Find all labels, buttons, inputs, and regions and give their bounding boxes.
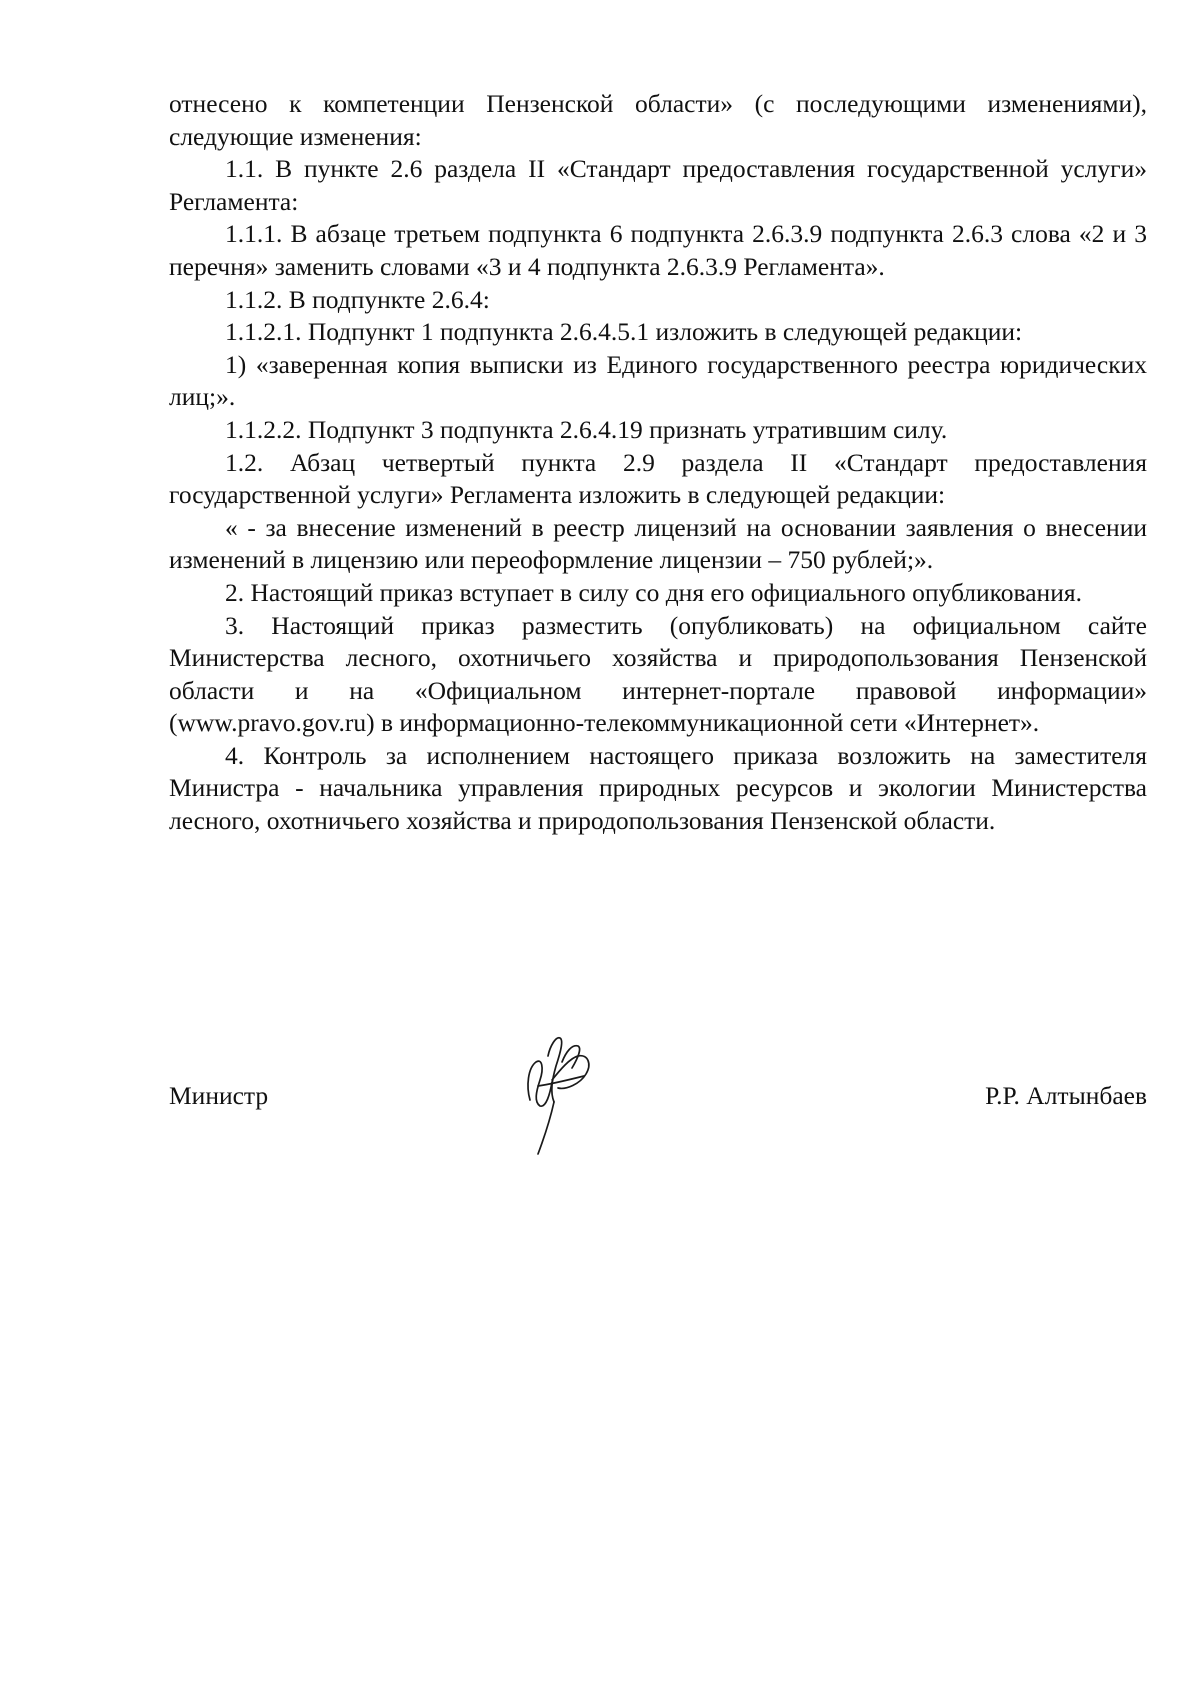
paragraph-item-1-1-1: 1.1.1. В абзаце третьем подпункта 6 подпункта 2.6.3.9 подпункта 2.6.3 слова «2 и 3 перечня» заменить словами «3 и 4 подпункта 2.6.3.9 Регламента». [169,219,1147,281]
signer-position: Министр [169,1081,269,1110]
paragraph-item-2: 2. Настоящий приказ вступает в силу со дня его официального опубликования. [225,577,1082,607]
signer-name: Р.Р. Алтынбаев [985,1081,1147,1110]
paragraph-item-1-1-2: 1.1.2. В подпункте 2.6.4: [225,284,490,314]
handwritten-signature [508,1028,608,1158]
paragraph-quoted-fee: « - за внесение изменений в реестр лицензий на основании заявления о внесении изменений в лицензию или переоформление лицензии – 750 рублей;». [169,512,1147,575]
paragraph-item-1-1-2-2: 1.1.2.2. Подпункт 3 подпункта 2.6.4.19 признать утратившим силу. [225,414,948,444]
document-body [169,88,1147,838]
signature-row [169,1080,1147,1120]
paragraph-item-1-1: 1.1. В пункте 2.6 раздела II «Стандарт предоставления государственной услуги» Регламента: [169,154,1147,216]
paragraph-item-1-2: 1.2. Абзац четвертый пункта 2.9 раздела II «Стандарт предоставления государственной услуги» Регламента изложить в следующей редакции: [169,447,1147,510]
paragraph-item-3: 3. Настоящий приказ разместить (опубликовать) на официальном сайте Министерства лесного, охотничьего хозяйства и природопользования Пензенской области и на «Официальном интернет-портале правовой информации» (www.pravo.gov.ru) в информационно-телекоммуникационной сети «Интернет». [169,610,1147,738]
paragraph-item-4: 4. Контроль за исполнением настоящего приказа возложить на заместителя Министра - начальника управления природных ресурсов и экологии Министерства лесного, охотничьего хозяйства и природопользования Пензенской области. [169,740,1147,836]
paragraph-item-1-1-2-1: 1.1.2.1. Подпункт 1 подпункта 2.6.4.5.1 изложить в следующей редакции: [225,317,1023,347]
paragraph-quoted-subitem-1: 1) «заверенная копия выписки из Единого государственного реестра юридических лиц;». [169,349,1147,412]
paragraph-continuation: отнесено к компетенции Пензенской области» (с последующими изменениями), следующие изменения: [169,89,1147,151]
